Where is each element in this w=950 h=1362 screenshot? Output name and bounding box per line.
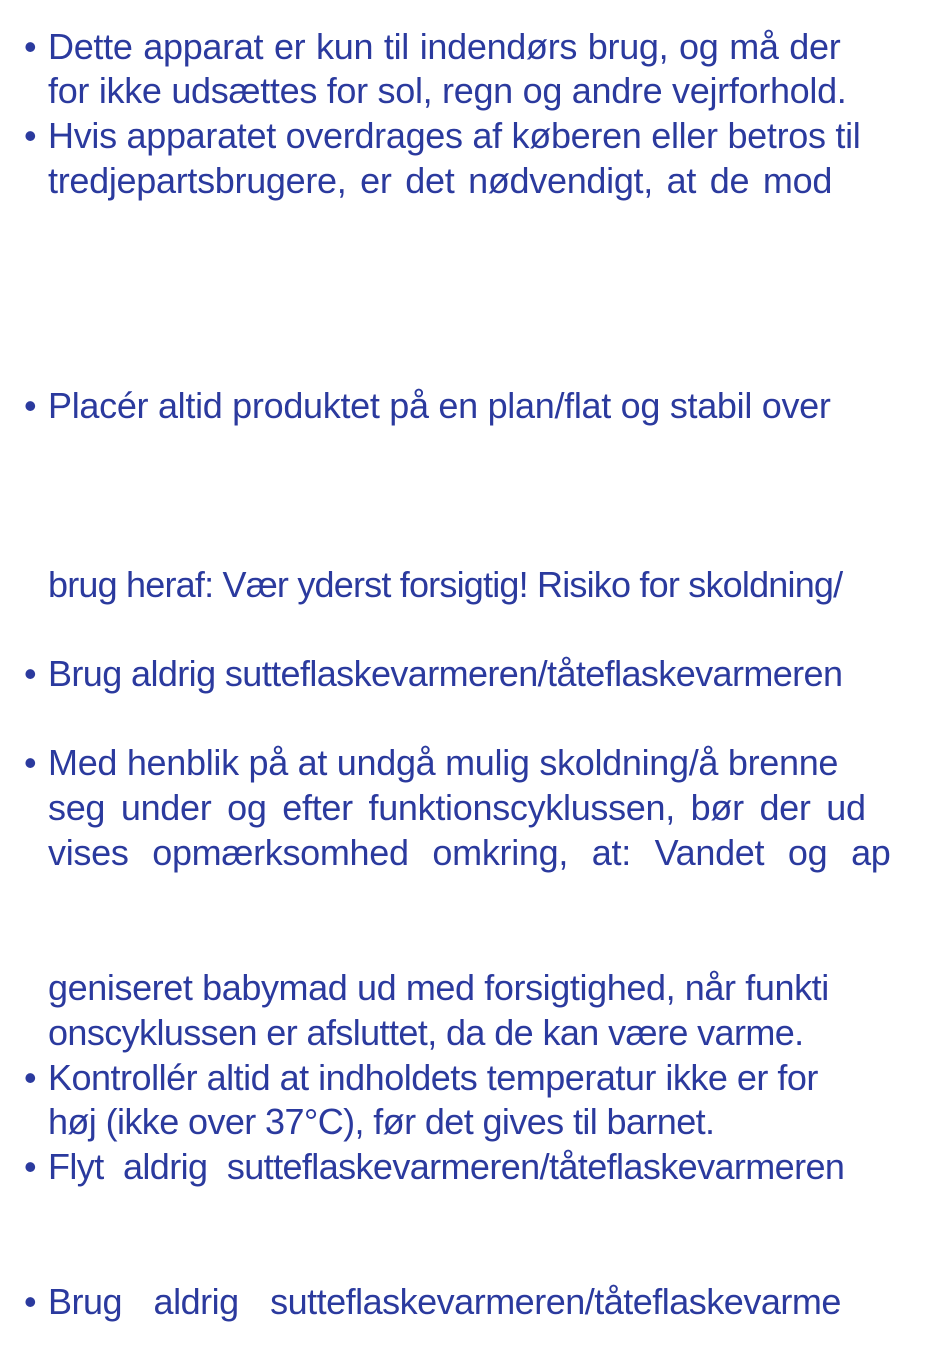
bullet-marker: •	[24, 26, 37, 67]
text-line: Dette apparat er kun til indendørs brug, og må der	[48, 26, 841, 67]
bullet-marker: •	[24, 1281, 37, 1322]
bullet-marker: •	[24, 1057, 37, 1098]
bullet-marker: •	[24, 653, 37, 694]
text-line: Brug aldrig sutteflaskevarmeren/tåteflaskevarme	[48, 1281, 841, 1322]
text-line: Med henblik på at undgå mulig skoldning/å brenne	[48, 742, 839, 783]
bullet-marker: •	[24, 1146, 37, 1187]
text-line: vises opmærksomhed omkring, at: Vandet og ap	[48, 832, 891, 873]
text-line: brug heraf: Vær yderst forsigtig! Risiko for skoldning/	[48, 564, 843, 605]
text-line: seg under og efter funktionscyklussen, bør der ud	[48, 787, 866, 828]
bullet-marker: •	[24, 115, 37, 156]
text-line: onscyklussen er afsluttet, da de kan være varme.	[48, 1012, 804, 1053]
text-line: geniseret babymad ud med forsigtighed, når funkti	[48, 967, 829, 1008]
text-line: høj (ikke over 37°C), før det gives til barnet.	[48, 1101, 715, 1142]
text-line: Placér altid produktet på en plan/flat og stabil over	[48, 385, 831, 426]
text-line: Hvis apparatet overdrages af køberen eller betros til	[48, 115, 861, 156]
text-line: Brug aldrig sutteflaskevarmeren/tåteflaskevarmeren	[48, 653, 843, 694]
text-line: Kontrollér altid at indholdets temperatur ikke er for	[48, 1057, 818, 1098]
bullet-marker: •	[24, 385, 37, 426]
text-line: for ikke udsættes for sol, regn og andre vejrforhold.	[48, 70, 847, 111]
text-line: tredjepartsbrugere, er det nødvendigt, at de mod	[48, 160, 833, 201]
text-line: Flyt aldrig sutteflaskevarmeren/tåteflaskevarmeren	[48, 1146, 845, 1187]
bullet-marker: •	[24, 742, 37, 783]
